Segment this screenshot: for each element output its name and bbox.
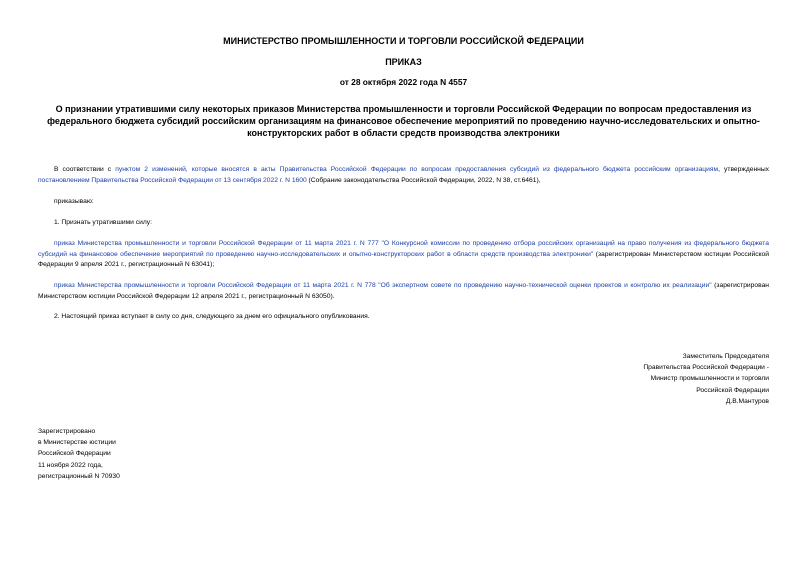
registration-line: в Министерстве юстиции: [38, 439, 116, 447]
registration-line: Российской Федерации: [38, 450, 111, 458]
item1-sub2: [38, 281, 769, 302]
link-government-changes[interactable]: пунктом 2 изменений, которые вносятся в акты Правительства Российской Федерации по вопросам предоставления субсидий из федерального бюджета российским организациям: [115, 166, 719, 173]
signatory-name: Д.В.Мантуров: [725, 397, 769, 405]
item1-sub1: [38, 239, 769, 271]
link-order-777[interactable]: приказ Министерства промышленности и торговли Российской Федерации от 11 марта 2021 г. N 777 "О Конкурсной комиссии по проведению отбора российских организаций на право получения из федерального бюджета субсидий на финансовое обеспечение мероприятий по проведению научно-исследовательских и опытно-конструкторских работ в области средств производства электроники": [38, 240, 769, 258]
item1-sub2-text: (зарегистрирован Министерством юстиции Российской Федерации 12 апреля 2021 г., регистрационный N 63050).: [38, 282, 770, 300]
item1-heading: 1. Признать утратившими силу:: [54, 219, 152, 226]
registration-number: регистрационный N 70930: [38, 472, 120, 480]
registration-date: 11 ноября 2022 года,: [38, 461, 103, 469]
order-word: приказываю:: [54, 198, 94, 205]
registration-block: [38, 426, 120, 482]
ministry-name: МИНИСТЕРСТВО ПРОМЫШЛЕННОСТИ И ТОРГОВЛИ РОССИЙСКОЙ ФЕДЕРАЦИИ: [223, 36, 584, 46]
doc-date-number: от 28 октября 2022 года N 4557: [339, 77, 468, 87]
preamble-text-3: (Собрание законодательства Российской Федерации, 2022, N 38, ст.6461),: [306, 176, 541, 184]
signature-line: Российской Федерации: [696, 386, 769, 394]
doc-type: ПРИКАЗ: [385, 57, 422, 67]
preamble-text-1: В соответствии с: [54, 166, 116, 173]
link-order-778[interactable]: приказ Министерства промышленности и торговли Российской Федерации от 11 марта 2021 г. N 778 "Об экспертном совете по проведению научно-технической оценки проектов и контролю их реализации": [54, 282, 712, 289]
signature-line: Правительства Российской Федерации -: [643, 364, 769, 372]
link-resolution-1600[interactable]: постановлением Правительства Российской Федерации от 13 сентября 2022 г. N 1600: [38, 176, 307, 184]
signature-line: Заместитель Председателя: [682, 353, 769, 360]
preamble-paragraph: [38, 165, 769, 186]
item2-paragraph: 2. Настоящий приказ вступает в силу со дня, следующего за днем его официального опубликования.: [54, 313, 370, 320]
signature-block: [643, 351, 769, 407]
preamble-text-2: , утвержденных: [718, 166, 769, 173]
doc-title: О признании утратившими силу некоторых приказов Министерства промышленности и торговли Российской Федерации по вопросам предоставления из федерального бюджета субсидий российским организациям на финансовое обеспечение мероприятий по проведению научно-исследовательских и опытно-конструкторских работ в области средств производства электроники: [47, 104, 760, 138]
item1-sub1-text: (зарегистрирован Министерством юстиции Российской Федерации 9 апреля 2021 г., регистрационный N 63041);: [38, 250, 769, 268]
signature-line: Министр промышленности и торговли: [650, 375, 769, 383]
registration-line: Зарегистрировано: [38, 428, 96, 435]
